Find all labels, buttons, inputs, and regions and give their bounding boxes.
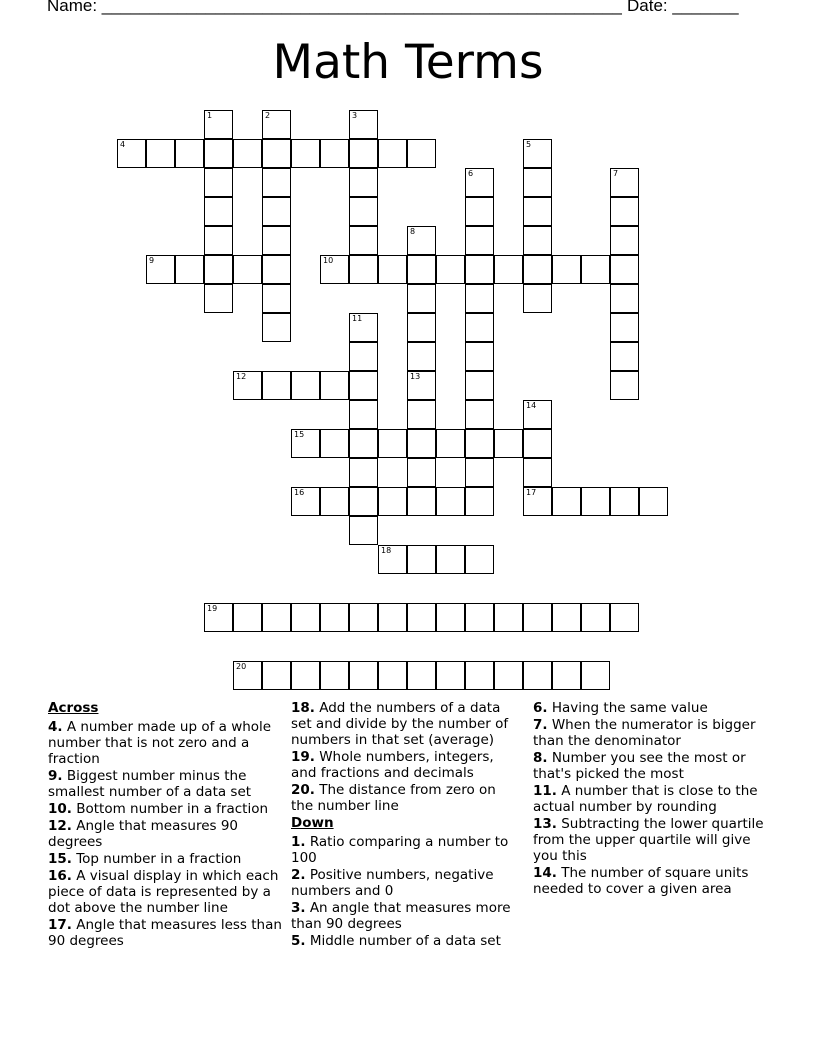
clue-number: 13.: [533, 816, 557, 832]
crossword-cell[interactable]: [436, 545, 465, 574]
crossword-cell[interactable]: [523, 284, 552, 313]
crossword-cell[interactable]: [407, 661, 436, 690]
crossword-cell[interactable]: [581, 255, 610, 284]
crossword-cell[interactable]: [407, 139, 436, 168]
crossword-cell[interactable]: [581, 661, 610, 690]
crossword-cell[interactable]: [465, 603, 494, 632]
crossword-cell[interactable]: [378, 661, 407, 690]
clue: [533, 865, 769, 897]
crossword-cell[interactable]: [262, 313, 291, 342]
crossword-cell[interactable]: [204, 284, 233, 313]
crossword-cell[interactable]: [349, 516, 378, 545]
crossword-cell[interactable]: [407, 284, 436, 313]
cell-number: 12: [236, 372, 247, 381]
cell-number: 8: [410, 227, 416, 236]
crossword-cell[interactable]: [610, 255, 639, 284]
crossword-cell[interactable]: [523, 458, 552, 487]
clue-number: 3.: [291, 900, 306, 916]
crossword-cell[interactable]: [262, 139, 291, 168]
crossword-cell[interactable]: [291, 371, 320, 400]
crossword-cell[interactable]: [204, 139, 233, 168]
crossword-cell[interactable]: [233, 255, 262, 284]
clue-number: 12.: [48, 818, 72, 834]
crossword-cell[interactable]: [349, 661, 378, 690]
across-heading: Across: [48, 700, 99, 716]
clue: [48, 801, 284, 817]
cell-number: 16: [294, 488, 305, 497]
crossword-cell[interactable]: [523, 255, 552, 284]
crossword-cell[interactable]: [291, 487, 320, 516]
clue-number: 6.: [533, 700, 548, 716]
clue-text: Biggest number minus the smallest number of a data set: [48, 768, 252, 800]
crossword-cell[interactable]: [378, 429, 407, 458]
clue-text: Having the same value: [547, 700, 708, 716]
crossword-cell[interactable]: [610, 197, 639, 226]
crossword-cell[interactable]: [349, 168, 378, 197]
clue: [48, 818, 284, 850]
cell-number: 6: [468, 169, 474, 178]
crossword-cell[interactable]: [349, 139, 378, 168]
crossword-cell[interactable]: [407, 313, 436, 342]
crossword-cell[interactable]: [117, 139, 146, 168]
crossword-cell[interactable]: [465, 342, 494, 371]
crossword-cell[interactable]: [146, 255, 175, 284]
crossword-cell[interactable]: [610, 284, 639, 313]
crossword-cell[interactable]: [378, 545, 407, 574]
clue-number: 8.: [533, 750, 548, 766]
crossword-cell[interactable]: [349, 342, 378, 371]
clue-number: 7.: [533, 717, 548, 733]
crossword-cell[interactable]: [233, 371, 262, 400]
clues-column-1: [48, 700, 284, 950]
clue: [291, 782, 519, 814]
cell-number: 19: [207, 604, 218, 613]
crossword-cell[interactable]: [465, 197, 494, 226]
down-clue-list: [291, 834, 519, 949]
crossword-cell[interactable]: [233, 139, 262, 168]
clue: [48, 851, 284, 867]
crossword-cell[interactable]: [262, 603, 291, 632]
crossword-cell[interactable]: [262, 371, 291, 400]
crossword-cell[interactable]: [610, 487, 639, 516]
crossword-cell[interactable]: [349, 603, 378, 632]
crossword-cell[interactable]: [523, 400, 552, 429]
crossword-cell[interactable]: [610, 603, 639, 632]
crossword-cell[interactable]: [349, 226, 378, 255]
crossword-cell[interactable]: [407, 603, 436, 632]
crossword-cell[interactable]: [320, 371, 349, 400]
crossword-cell[interactable]: [552, 255, 581, 284]
crossword-cell[interactable]: [523, 487, 552, 516]
clue: [48, 917, 284, 949]
crossword-cell[interactable]: [407, 371, 436, 400]
crossword-cell[interactable]: [465, 371, 494, 400]
clue: [291, 900, 519, 932]
crossword-cell[interactable]: [523, 168, 552, 197]
clue-text: The distance from zero on the number line: [291, 782, 496, 814]
clue: [291, 700, 519, 748]
crossword-cell[interactable]: [175, 139, 204, 168]
crossword-cell[interactable]: [465, 400, 494, 429]
clue-number: 16.: [48, 868, 72, 884]
crossword-cell[interactable]: [349, 313, 378, 342]
crossword-cell[interactable]: [465, 313, 494, 342]
crossword-cell[interactable]: [320, 139, 349, 168]
crossword-cell[interactable]: [465, 168, 494, 197]
crossword-cell[interactable]: [465, 458, 494, 487]
cell-number: 3: [352, 111, 358, 120]
crossword-cell[interactable]: [610, 226, 639, 255]
clue-number: 11.: [533, 783, 557, 799]
crossword-cell[interactable]: [523, 139, 552, 168]
crossword-cell[interactable]: [320, 429, 349, 458]
clue-text: A number that is close to the actual number by rounding: [533, 783, 758, 815]
crossword-cell[interactable]: [349, 371, 378, 400]
crossword-cell[interactable]: [407, 545, 436, 574]
crossword-cell[interactable]: [233, 603, 262, 632]
cell-number: 11: [352, 314, 363, 323]
crossword-cell[interactable]: [262, 255, 291, 284]
crossword-cell[interactable]: [262, 661, 291, 690]
crossword-cell[interactable]: [465, 255, 494, 284]
crossword-cell[interactable]: [204, 255, 233, 284]
clue-number: 18.: [291, 700, 315, 716]
clue-text: Middle number of a data set: [305, 933, 501, 949]
crossword-cell[interactable]: [523, 197, 552, 226]
crossword-cell[interactable]: [204, 603, 233, 632]
cell-number: 4: [120, 140, 126, 149]
clue-text: A visual display in which each piece of data is represented by a dot above the number line: [48, 868, 279, 916]
crossword-cell[interactable]: [465, 661, 494, 690]
cell-number: 2: [265, 111, 271, 120]
clue-number: 17.: [48, 917, 72, 933]
date-field[interactable]: Date: _______: [627, 0, 739, 15]
clue-text: Ratio comparing a number to 100: [291, 834, 509, 866]
crossword-cell[interactable]: [378, 255, 407, 284]
clues-column-2: [291, 700, 519, 950]
crossword-cell[interactable]: [262, 284, 291, 313]
crossword-cell[interactable]: [320, 603, 349, 632]
clue-number: 1.: [291, 834, 306, 850]
cell-number: 9: [149, 256, 155, 265]
crossword-cell[interactable]: [436, 429, 465, 458]
clue-number: 9.: [48, 768, 63, 784]
clue: [533, 717, 769, 749]
crossword-cell[interactable]: [349, 429, 378, 458]
crossword-cell[interactable]: [552, 661, 581, 690]
crossword-cell[interactable]: [349, 400, 378, 429]
clue: [291, 867, 519, 899]
crossword-cell[interactable]: [436, 603, 465, 632]
clue: [48, 868, 284, 916]
clue-text: Add the numbers of a data set and divide by the number of numbers in that set (average): [291, 700, 509, 748]
cell-number: 17: [526, 488, 537, 497]
crossword-cell[interactable]: [436, 661, 465, 690]
crossword-cell[interactable]: [378, 139, 407, 168]
clues-column-3: [533, 700, 769, 898]
cell-number: 7: [613, 169, 619, 178]
crossword-cell[interactable]: [349, 255, 378, 284]
crossword-cell[interactable]: [204, 197, 233, 226]
cell-number: 10: [323, 256, 334, 265]
crossword-cell[interactable]: [639, 487, 668, 516]
clue-number: 4.: [48, 719, 63, 735]
crossword-cell[interactable]: [436, 255, 465, 284]
crossword-cell[interactable]: [494, 429, 523, 458]
clue-text: Top number in a fraction: [71, 851, 242, 867]
crossword-cell[interactable]: [494, 661, 523, 690]
crossword-cell[interactable]: [407, 342, 436, 371]
clue-number: 5.: [291, 933, 306, 949]
clue-text: When the numerator is bigger than the denominator: [533, 717, 756, 749]
down-heading: Down: [291, 815, 334, 831]
crossword-cell[interactable]: [204, 226, 233, 255]
crossword-cell[interactable]: [349, 458, 378, 487]
crossword-cell[interactable]: [523, 226, 552, 255]
crossword-cell[interactable]: [523, 429, 552, 458]
clue: [533, 700, 769, 716]
crossword-cell[interactable]: [407, 458, 436, 487]
cell-number: 5: [526, 140, 532, 149]
crossword-cell[interactable]: [320, 255, 349, 284]
crossword-cell[interactable]: [262, 110, 291, 139]
crossword-cell[interactable]: [349, 197, 378, 226]
crossword-cell[interactable]: [465, 226, 494, 255]
clue-text: The number of square units needed to cover a given area: [533, 865, 749, 897]
crossword-cell[interactable]: [204, 168, 233, 197]
crossword-cell[interactable]: [523, 603, 552, 632]
crossword-cell[interactable]: [436, 487, 465, 516]
cell-number: 14: [526, 401, 537, 410]
crossword-cell[interactable]: [291, 661, 320, 690]
clue-text: A number made up of a whole number that is not zero and a fraction: [48, 719, 272, 767]
clue: [291, 834, 519, 866]
crossword-cell[interactable]: [291, 603, 320, 632]
crossword-cell[interactable]: [407, 255, 436, 284]
crossword-cell[interactable]: [233, 661, 262, 690]
crossword-cell[interactable]: [407, 429, 436, 458]
across-clue-list: [48, 719, 284, 949]
clue: [533, 783, 769, 815]
clue-text: Angle that measures 90 degrees: [48, 818, 239, 850]
crossword-cell[interactable]: [291, 429, 320, 458]
cell-number: 20: [236, 662, 247, 671]
clue-text: Subtracting the lower quartile from the upper quartile will give you this: [533, 816, 764, 864]
crossword-cell[interactable]: [262, 197, 291, 226]
crossword-cell[interactable]: [320, 661, 349, 690]
clue-number: 20.: [291, 782, 315, 798]
across-clue-list-continued: [291, 700, 519, 814]
clue: [291, 749, 519, 781]
clue-number: 14.: [533, 865, 557, 881]
crossword-cell[interactable]: [262, 168, 291, 197]
clue-text: Bottom number in a fraction: [71, 801, 269, 817]
clue-text: Whole numbers, integers, and fractions and decimals: [291, 749, 494, 781]
page-title: Math Terms: [272, 35, 544, 90]
crossword-cell[interactable]: [610, 342, 639, 371]
crossword-cell[interactable]: [320, 487, 349, 516]
clue-text: An angle that measures more than 90 degrees: [291, 900, 511, 932]
clue-number: 19.: [291, 749, 315, 765]
clue-text: Positive numbers, negative numbers and 0: [291, 867, 494, 899]
crossword-cell[interactable]: [465, 284, 494, 313]
cell-number: 15: [294, 430, 305, 439]
crossword-cell[interactable]: [349, 110, 378, 139]
crossword-cell[interactable]: [494, 255, 523, 284]
clue: [533, 816, 769, 864]
crossword-cell[interactable]: [407, 226, 436, 255]
clue: [48, 719, 284, 767]
clue-number: 15.: [48, 851, 72, 867]
crossword-cell[interactable]: [610, 168, 639, 197]
crossword-cell[interactable]: [552, 487, 581, 516]
crossword-cell[interactable]: [523, 661, 552, 690]
crossword-cell[interactable]: [465, 487, 494, 516]
crossword-cell[interactable]: [175, 255, 204, 284]
crossword-cell[interactable]: [262, 226, 291, 255]
crossword-cell[interactable]: [610, 371, 639, 400]
crossword-cell[interactable]: [378, 487, 407, 516]
clue-text: Number you see the most or that's picked the most: [533, 750, 746, 782]
crossword-cell[interactable]: [581, 487, 610, 516]
crossword-cell[interactable]: [610, 313, 639, 342]
crossword-cell[interactable]: [581, 603, 610, 632]
crossword-cell[interactable]: [552, 603, 581, 632]
clue-number: 10.: [48, 801, 72, 817]
clue: [291, 933, 519, 949]
crossword-cell[interactable]: [146, 139, 175, 168]
crossword-cell[interactable]: [204, 110, 233, 139]
crossword-cell[interactable]: [349, 487, 378, 516]
crossword-cell[interactable]: [407, 487, 436, 516]
name-field[interactable]: Name: _______________________________________________________: [47, 0, 622, 15]
down-clue-list-continued: [533, 700, 769, 897]
clue: [533, 750, 769, 782]
clue-number: 2.: [291, 867, 306, 883]
cell-number: 13: [410, 372, 421, 381]
crossword-cell[interactable]: [494, 603, 523, 632]
cell-number: 18: [381, 546, 392, 555]
crossword-cell[interactable]: [465, 429, 494, 458]
clue-text: Angle that measures less than 90 degrees: [48, 917, 282, 949]
clue: [48, 768, 284, 800]
cell-number: 1: [207, 111, 213, 120]
crossword-cell[interactable]: [291, 139, 320, 168]
crossword-cell[interactable]: [465, 545, 494, 574]
crossword-cell[interactable]: [407, 400, 436, 429]
crossword-cell[interactable]: [378, 603, 407, 632]
